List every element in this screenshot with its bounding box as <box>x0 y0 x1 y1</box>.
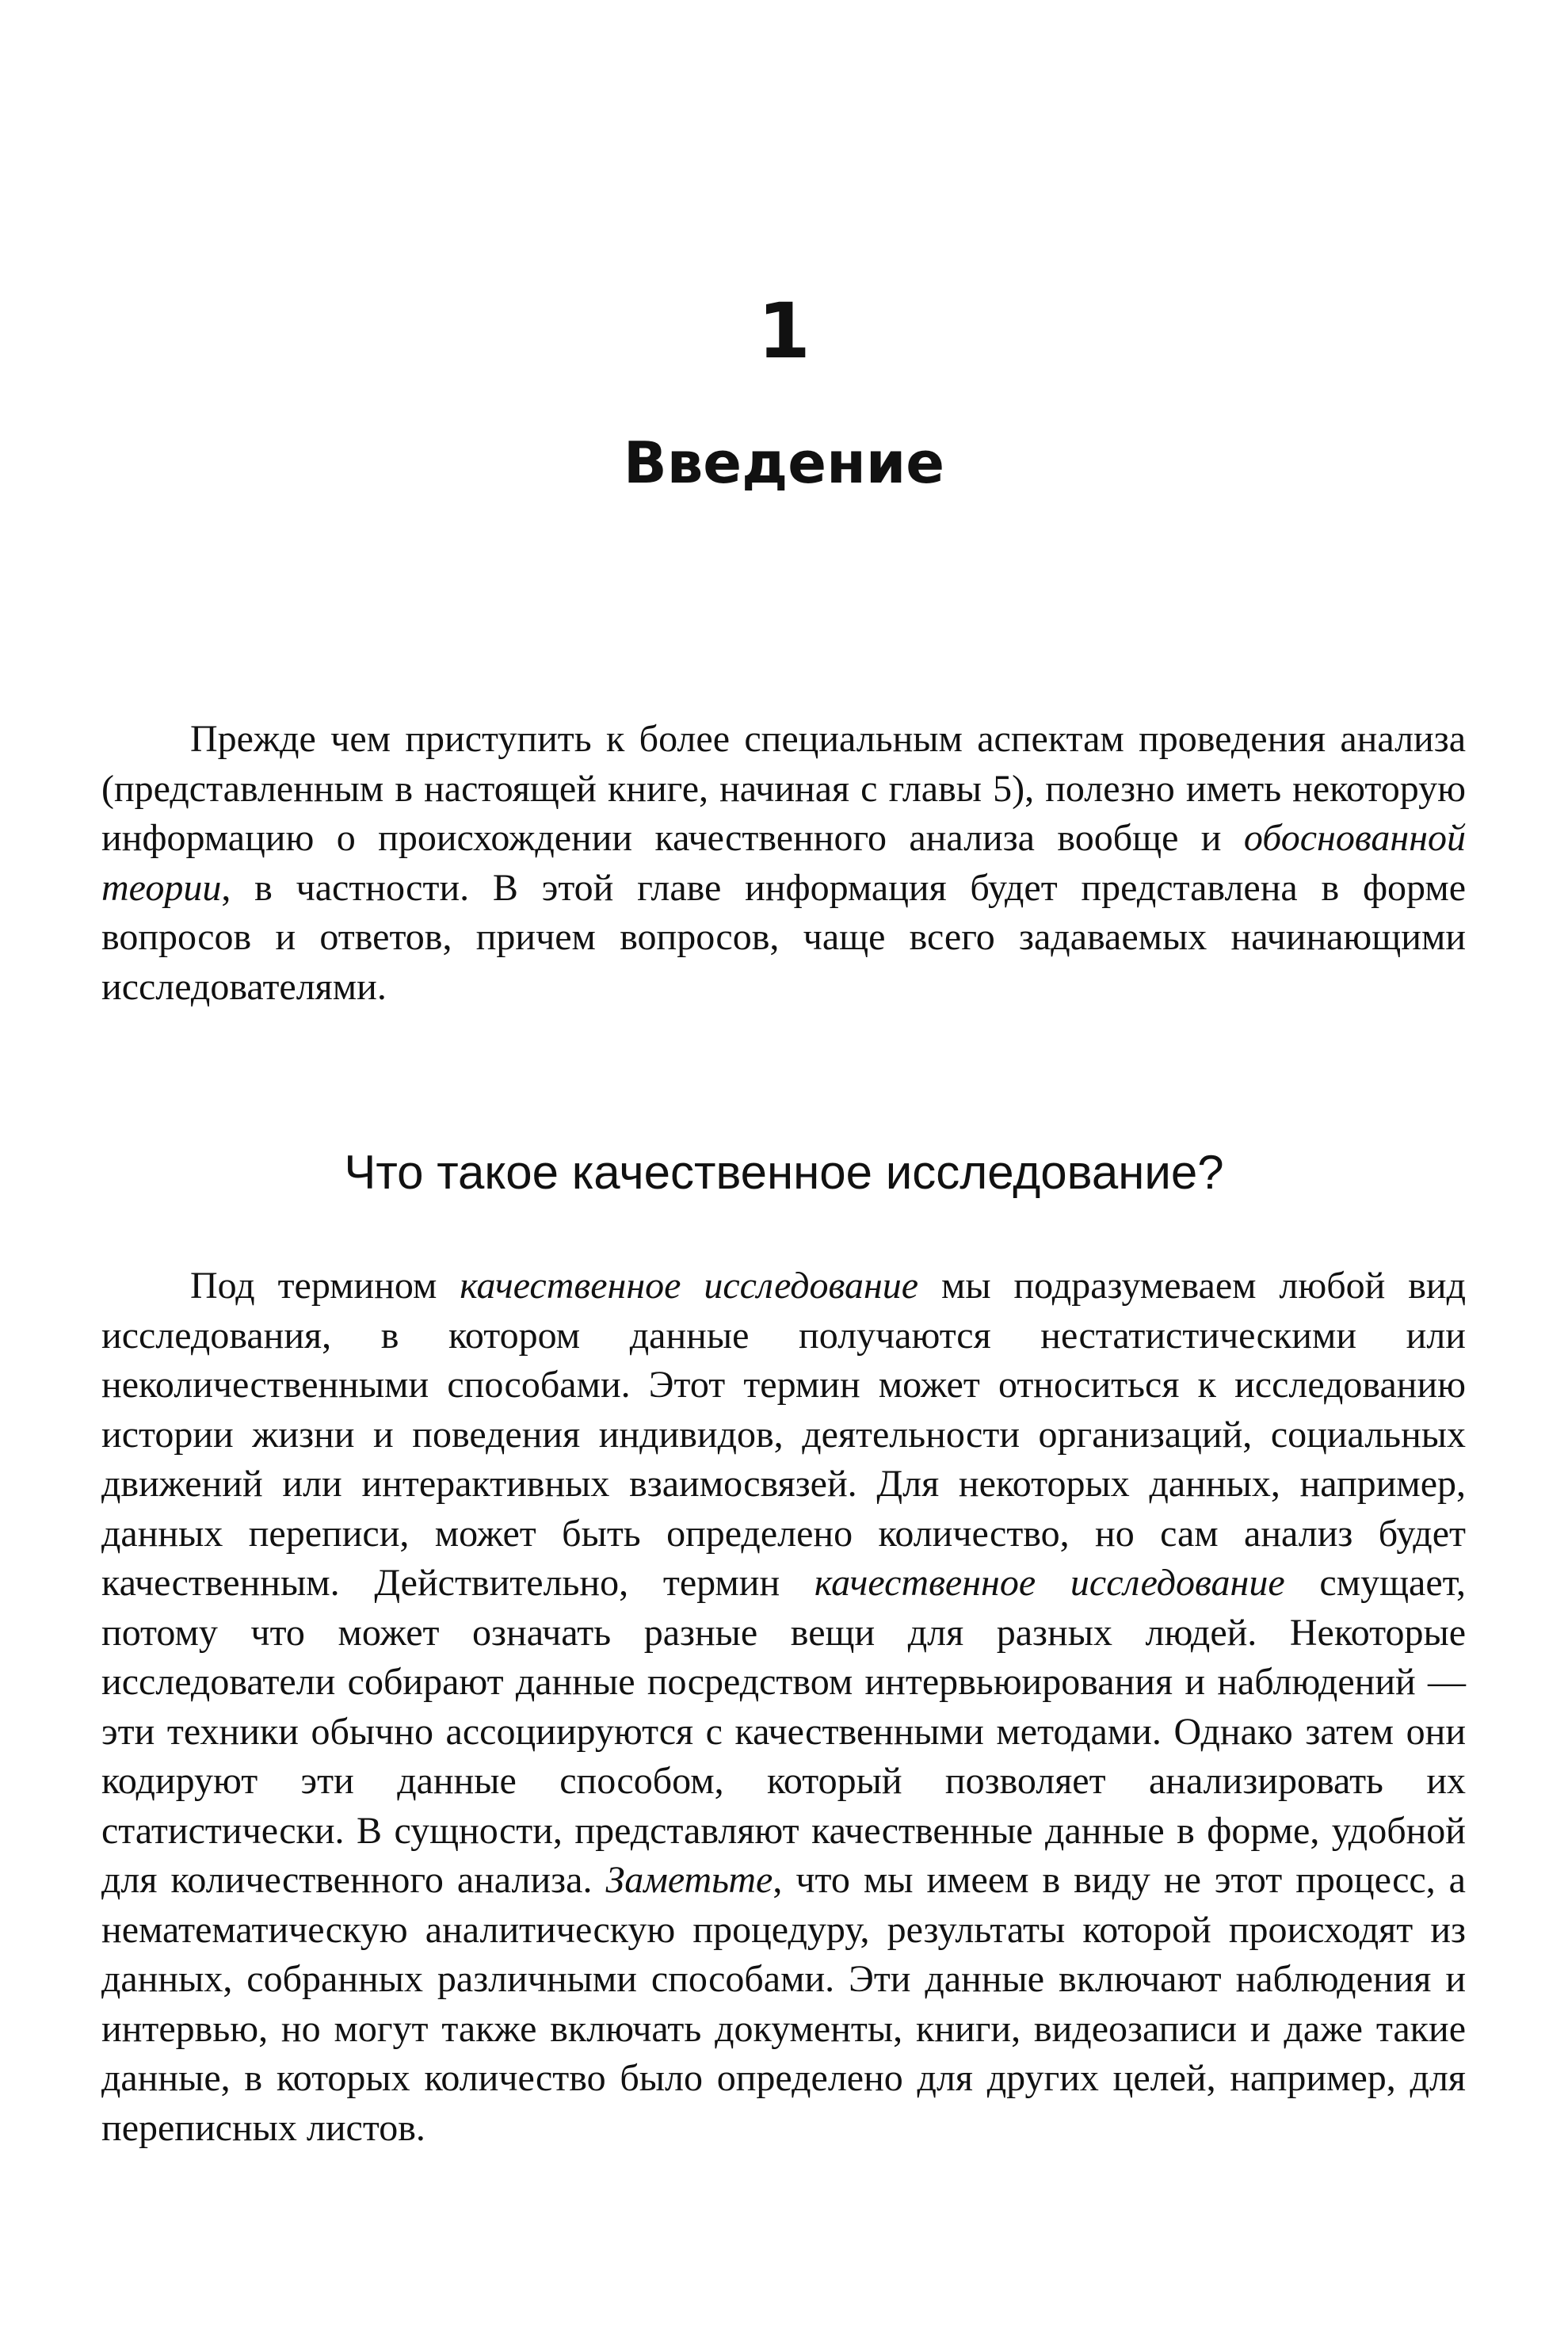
italic-term: Заметьте <box>605 1859 773 1901</box>
paragraph-text: , что мы имеем в виду не этот процесс, а нематематическую аналитическую процедуру, результаты которой происходят из данных, собранных различными способами. Эти данные включают наблюдения и интервью, но могут также включать документы, книги, видеозаписи и даже такие данные, в которых количество было определено для других целей, например, для переписных листов. <box>101 1859 1466 2149</box>
paragraph-text: мы подразумеваем любой вид исследования, в котором данные получаются нестатистическими или неколичественными способами. Этот термин может относиться к исследованию истории жизни и поведения индивидов, деятельности организаций, социальных движений или интерактивных взаимосвязей. Для некоторых данных, например, данных переписи, может быть определено количество, но сам анализ будет качественным. Действительно, термин <box>101 1265 1467 1604</box>
intro-paragraph <box>101 715 1466 1012</box>
italic-term: качественное исследование <box>460 1265 919 1307</box>
italic-term: качественное исследование <box>814 1562 1285 1604</box>
intro-text: , в частности. В этой главе информация будет представлена в форме вопросов и ответов, причем вопросов, чаще всего задаваемых начинающими исследователями. <box>101 866 1466 1008</box>
paragraph-text: смущает, потому что может означать разные вещи для разных людей. Некоторые исследователи собирают данные посредством интервьюирования и наблюдений — эти техники обычно ассоциируются с качественными методами. Однако затем они кодируют эти данные способом, который позволяет анализировать их статистически. В сущности, представляют качественные данные в форме, удобной для количественного анализа. <box>101 1562 1467 1901</box>
section-heading: Что такое качественное исследование? <box>344 1146 1224 1199</box>
paragraph-text: Под термином <box>190 1265 460 1307</box>
intro-italic-term: обоснованной теории <box>101 817 1466 909</box>
chapter-number: 1 <box>757 287 811 376</box>
section-paragraph <box>101 1261 1466 2153</box>
intro-text: Прежде чем приступить к более специальным аспектам проведения анализа (представленным в настоящей книге, начиная с главы 5), полезно иметь некоторую информацию о происхождении качественного анализа вообще и <box>101 718 1466 859</box>
chapter-title: Введение <box>623 429 945 496</box>
